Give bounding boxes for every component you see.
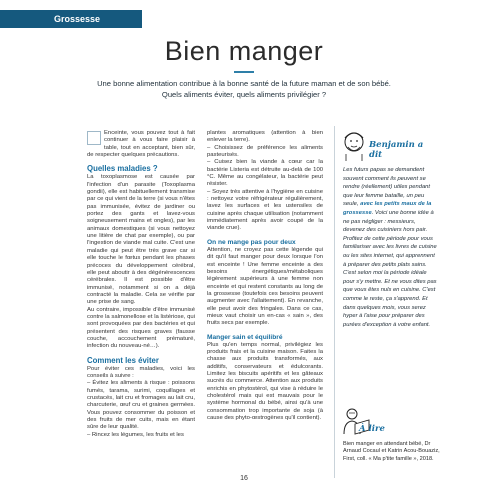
a-lire-text: Bien manger en attendant bébé, Dr Arnaud Cocaul et Katrin Acou-Bouaziz, First, coll. « Ma p'tite famille », 2018. [343, 441, 440, 462]
benjamin-paragraph: Les futurs papas se demandent souvent comment ils peuvent se rendre (réellement) utiles pendant que leur femme bataille, un peu seule, avec les petits maux de la grossesse. Voici une bonne idée à ne pas négliger : messieurs, devenez des cuisiniers hors pair. Profitez de cette période pour vous familiariser avec les livres de cuisine ou les sites internet, qui apprennent à préparer des petits plats sains. [343, 167, 437, 268]
benjamin-text [343, 166, 439, 329]
heading-comment-les-eviter: Comment les éviter [87, 355, 159, 365]
heading-quelles-maladies: Quelles maladies ? [87, 164, 158, 174]
intro-text: Une bonne alimentation contribue à la bonne santé de la future maman et de son bébé. Quels aliments éviter, quels aliments privilégier ? [97, 79, 391, 99]
paragraph: – Évitez les aliments à risque : poissons fumés, tarama, surimi, coquillages et crustacés, lait cru et fromages au lait cru, charcuterie, œuf cru et graines germées. Vous pouvez consommer du poisson et des fruits de mer cuits, mais en étant sûre de leur qualité. [87, 380, 195, 431]
benjamin-title: Benjamin a dit [369, 140, 424, 160]
paragraph: – Choisissez de préférence les aliments pasteurisés. [207, 144, 323, 159]
paragraph: – Soyez très attentive à l'hygiène en cuisine : nettoyez votre réfrigérateur régulièrement, lavez les surfaces et les ustensiles de cuisine après chaque utilisation (notamment immédiatement après avoir coupé de la viande crue). [207, 188, 323, 232]
paragraph: – Cuisez bien la viande à cœur car la bactérie Listeria est détruite au-delà de 100 °C. Même au congélateur, la bactérie peut résister. [207, 159, 323, 188]
paragraph: – Rincez les légumes, les fruits et les [87, 431, 184, 438]
heading-on-ne-mange-pas-pour-deux: On ne mange pas pour deux [207, 238, 296, 246]
heading-manger-sain: Manger sain et équilibré [207, 333, 283, 341]
paragraph: Pour éviter ces maladies, voici les conseils à suivre : [87, 365, 195, 379]
sidebar [334, 126, 439, 478]
dropcap-frame [87, 131, 101, 145]
a-lire-title: À lire [359, 424, 385, 434]
column-middle [207, 130, 323, 422]
title-underline [234, 71, 254, 73]
benjamin-header [339, 128, 439, 164]
benjamin-paragraph: C'est selon moi la période idéale pour s'y mettre. Et ne vous dites pas que vous êtes nuls en cuisine. C'est comme le reste, ça s'apprend. Et dans quelques mois, vous serez hyper à l'aise pour préparer des purées d'exception à votre enfant. [343, 270, 437, 328]
man-face-icon [339, 128, 369, 162]
paragraph: Enceinte, vous pouvez tout à fait continuer à vous faire plaisir à table, tout en acceptant, bien sûr, de respecter quelques précautions. [87, 130, 195, 159]
paragraph: La toxoplasmose est causée par l'infection d'un parasite (Toxoplasma gondii), elle est habituellement transmise par ce qui vient de la terre (si vous n'êtes pas immunisée, évitez de jardiner ou portez des gants et lavez-vous soigneusement mains et ongles), par les animaux domestiques (si vous nettoyez une litière de chat par exemple), ou par l'ingestion de viande mal cuite. C'est une maladie qui peut être très grave car si elle touche le fœtus pendant les phases précoces du développement cérébral, elle peut aboutir à des dégénérescences cérébrales. Il est possible d'être immunisé, notamment si on a déjà contracté la maladie. Cela se vérifie par une prise de sang. [87, 174, 195, 306]
paragraph: Attention, ne croyez pas cette légende qui dit qu'il faut manger pour deux lorsque l'on est enceinte ! Une femme enceinte a des besoins énergétiques/métaboliques légèrement supérieurs à une femme non enceinte et qui restent constants au long de la grossesse (toutefois ces besoins peuvent augmenter avec l'allaitement). En revanche, elle peut avoir des fringales. Dans ce cas, mieux vaut choisir un en-cas « sain », des fruits secs par exemple. [207, 246, 323, 327]
page-title: Bien manger [164, 36, 324, 66]
section-tag: Grossesse [0, 10, 142, 28]
paragraph: Plus qu'en temps normal, privilégiez les produits frais et la cuisine maison. Faites la chasse aux produits transformés, aux additifs, conservateurs et édulcorants. Limitez les biscuits apéritifs et les gâteaux sucrés du commerce. Attention aux produits enrichis en phytostérol, qui vise à réduire le cholestérol mais qui est mauvais pour le système hormonal du bébé, ainsi qu'à une consommation trop importante de soja (à cause des phyto-œstrogènes qu'il contient). [207, 341, 323, 422]
paragraph: plantes aromatiques (attention à bien enlever la terre). [207, 130, 323, 144]
paragraph: Au contraire, impossible d'être immunisé contre la salmonellose et la listériose, qui sont provoquées par des bactéries et qui présentent des risques graves (fausse couche, accouchement prématuré, infection du nouveau-né…). [87, 306, 195, 350]
column-left [87, 130, 195, 439]
page-number: 16 [240, 475, 248, 482]
